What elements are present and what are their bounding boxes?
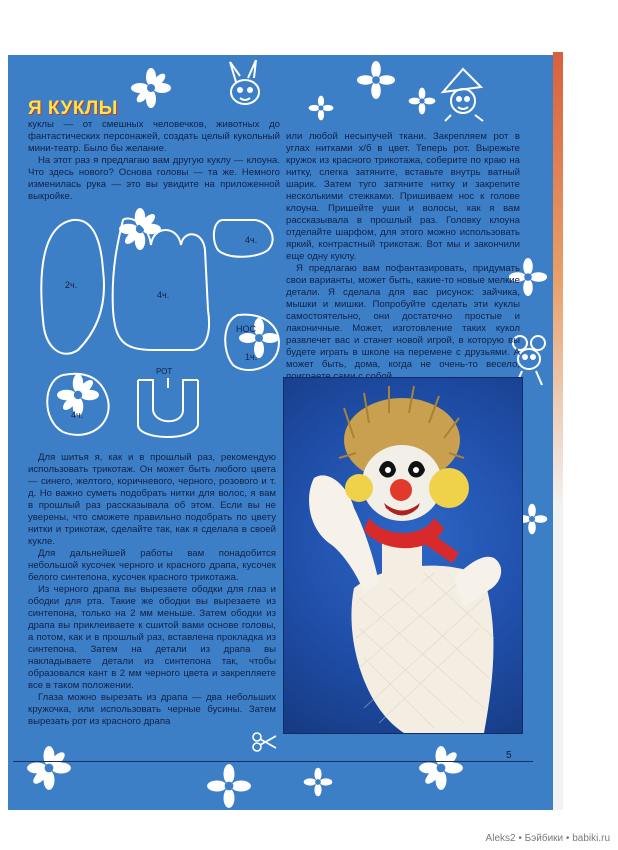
- page-number: 5: [506, 750, 512, 761]
- pattern-label: 1ч.: [245, 352, 258, 362]
- clown-puppet-image: [284, 378, 522, 733]
- paragraph: Глаза можно вырезать из драпа — два небольших кружочка, или использовать черные бусины. Затем вырезать рот из красного драпа: [28, 692, 276, 727]
- pattern-label: НОС: [236, 324, 256, 334]
- paragraph: На этот раз я предлагаю вам другую куклу — клоуна. Что здесь нового? Основа головы — та же. Немного изменилась рука — это вы увидите на приложенной выкройке.: [28, 155, 280, 202]
- pattern-piece-mouth: [138, 380, 198, 437]
- paragraph: куклы — от смешных человечков, животных до фантастических персонажей, создать целый кукольный мини-театр. Было бы желание.: [28, 119, 280, 154]
- paragraph: Для шитья я, как и в прошлый раз, рекомендую использовать трикотаж. Он может быть любого цвета — синего, желтого, коричневого, черного, розового и т. д. Но важно суметь подобрать нитки для волос, я вам в прошлый раз рассказывала об этом. Если вы не уверены, что сможете правильно подобрать по цвету нитки и трикотаж, сделайте так, как я сделала в своей кукле.: [28, 452, 276, 547]
- pattern-label: 2ч.: [65, 280, 78, 290]
- clown-puppet-photo: [283, 377, 523, 734]
- watermark: Aleks2 • Бэйбики • babiki.ru: [485, 833, 610, 844]
- flower-icon: [206, 763, 252, 809]
- pattern-piece-ear: [214, 220, 273, 257]
- paragraph: Я предлагаю вам пофантазировать, придумать свои варианты, может быть, какие-то новые мелкие детали. Я сделала для вас рисунок: зайчика, мышки и мишки. Попробуйте сделать эти куклы самостоятельно, они достаточно простые и лаконичные. Может, изготовление таких кукол развлечет вас и станет новой игрой, в которую вы будете играть в школе на перемене с друзьями. А может быть, дома, когда не очень-то весело,: [286, 263, 520, 370]
- column-right: [286, 131, 520, 395]
- column-left-top: [28, 119, 280, 203]
- bunny-doodle-icon: [218, 60, 273, 115]
- article-title: Я КУКЛЫ: [28, 98, 118, 119]
- gnome-doodle-icon: [433, 67, 493, 122]
- paragraph: Для дальнейшей работы вам понадобится небольшой кусочек черного и красного драпа, кусочек белого синтепона, кусочек красного трикотажа.: [28, 548, 276, 583]
- flower-icon: [418, 745, 464, 791]
- scissors-icon: [252, 732, 278, 752]
- flower-icon: [408, 87, 436, 115]
- pattern-label: 4ч.: [71, 410, 84, 420]
- pattern-label: РОТ: [156, 367, 173, 376]
- bottom-rule: [13, 761, 533, 762]
- paragraph: или любой несыпучей ткани. Закрепляем рот в углах нитками х/б в цвет. Теперь рот. Вырежьте кружок из красного трикотажа, соберите по краю на нитку, слегка затяните, вставьте внутрь ватный шарик. Затем туго затяните нитку и закрепите несколькими стежками. Пришиваем нос к голове клоуна. Пришейте уши и волосы, как я вам рассказывала в прошлый раз. Головку клоуна отделайте шарфом, для этого можно использовать яркий, контрастный трикотаж. Вот мы и закончили еще одну куклу.: [286, 131, 520, 262]
- page-edge: [553, 52, 563, 810]
- pattern-piece-bottom-left: [47, 374, 108, 435]
- magazine-page: [8, 55, 553, 810]
- pattern-label: 4ч.: [157, 290, 170, 300]
- flower-icon: [26, 745, 72, 791]
- pattern-label: 4ч.: [245, 235, 258, 245]
- pattern-piece-hand-main: [113, 218, 209, 350]
- flower-icon: [356, 60, 396, 100]
- flower-icon: [303, 767, 333, 797]
- flower-icon: [130, 67, 172, 109]
- flower-icon: [308, 95, 334, 121]
- column-left-bottom: [28, 452, 276, 728]
- paragraph: Из черного драпа вы вырезаете ободки для глаз и ободки для рта. Такие же ободки вы вырезаете из синтепона, только на 2 мм меньше. Затем ободки из драпа вы приклеиваете к сшитой вами основе головы, а потом, как и в прошлый раз, вставлена прокладка из синтепона. Затем на детали из драпа вы накладываете детали из синтепона так, чтобы образовался кант в 2 мм черного цвета и закрепляете все в таком положении.: [28, 584, 276, 691]
- sewing-pattern-diagram: [33, 210, 288, 442]
